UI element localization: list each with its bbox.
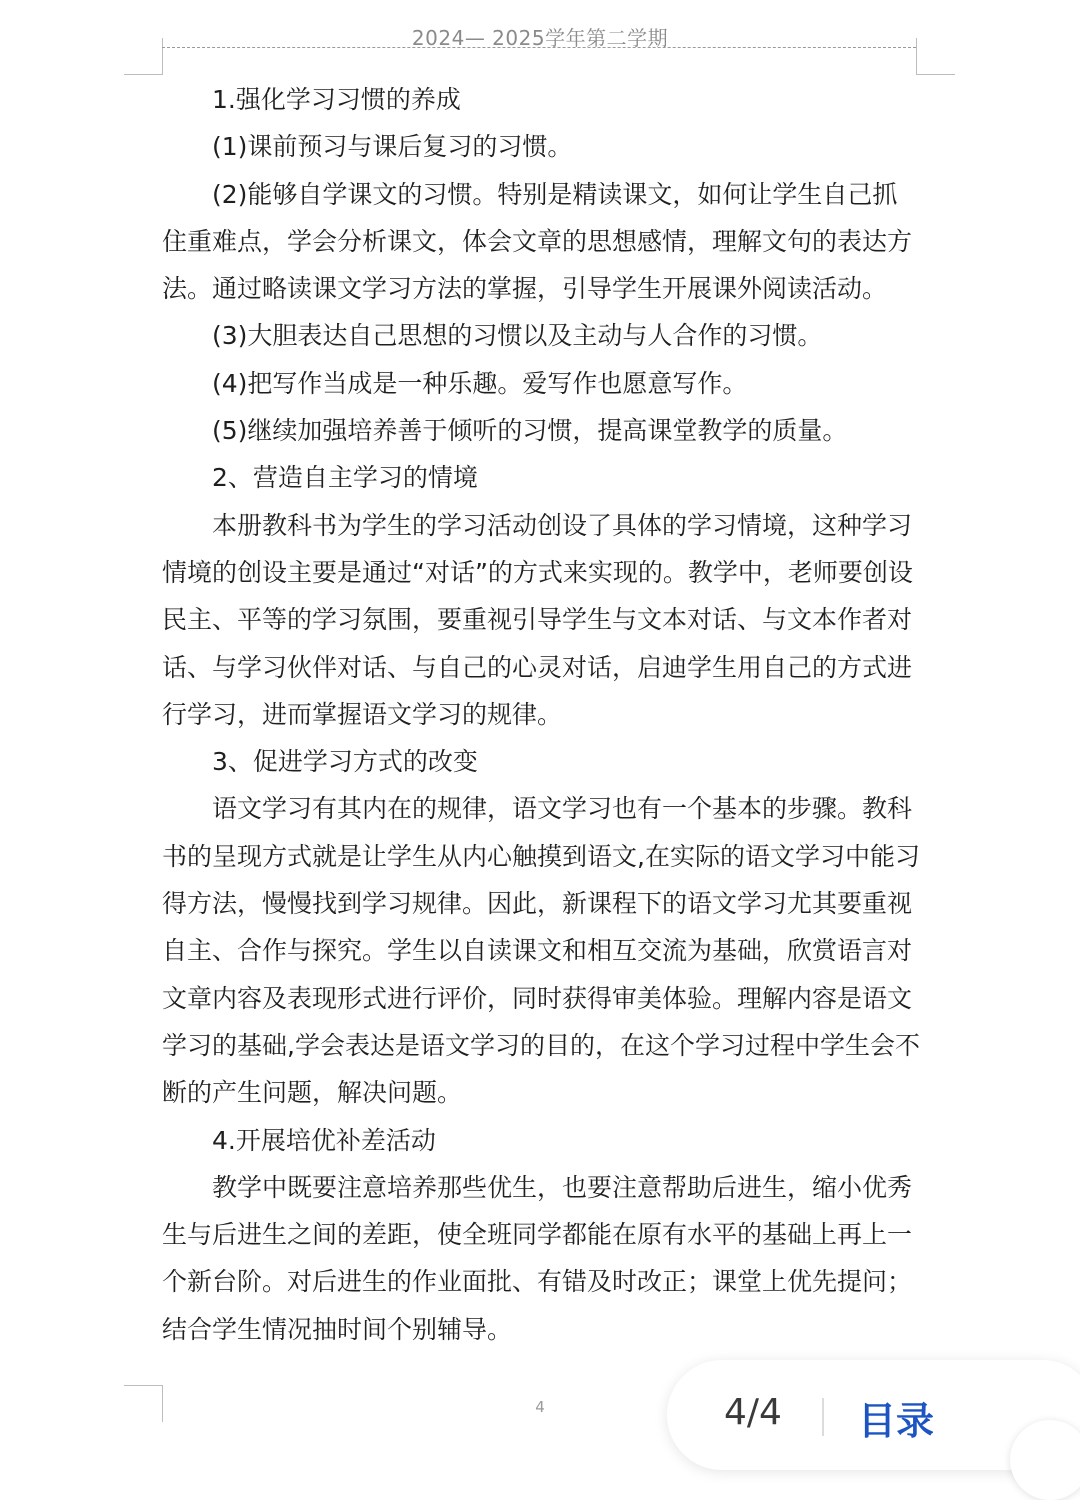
paragraph-11: 4.开展培优补差活动 <box>212 1125 436 1155</box>
paragraph-12: 教学中既要注意培养那些优生，也要注意帮助后进生，缩小优秀生与后进生之间的差距，使全班同学都能在原有水平的基础上再上一个新台阶。对后进生的作业面批、有错及时改正；课堂上优先提问；结合学生情况抽时间个别辅导。 <box>162 1172 913 1344</box>
page-indicator: 4/4 <box>724 1392 782 1433</box>
toc-button[interactable]: 目录 <box>858 1399 935 1443</box>
paragraph-5: (4)把写作当成是一种乐趣。爱写作也愿意写作。 <box>212 368 748 398</box>
paragraph-7: 2、营造自主学习的情境 <box>212 463 478 493</box>
header-divider <box>162 47 916 48</box>
page-header-title: 2024— 2025学年第二学期 <box>411 26 669 50</box>
paragraph-4: (3)大胆表达自己思想的习惯以及主动与人合作的习惯。 <box>212 321 823 351</box>
page-number: 4 <box>535 1398 545 1416</box>
floating-action-button[interactable] <box>1010 1420 1080 1500</box>
paragraph-6: (5)继续加强培养善于倾听的习惯，提高课堂教学的质量。 <box>212 416 848 446</box>
paragraph-2: (1)课前预习与课后复习的习惯。 <box>212 132 573 162</box>
nav-divider <box>822 1398 824 1436</box>
paragraph-10: 语文学习有其内在的规律，语文学习也有一个基本的步骤。教科书的呈现方式就是让学生从内心触摸到语文,在实际的语文学习中能习得方法，慢慢找到学习规律。因此，新课程下的语文学习尤其要重视自主、合作与探究。学生以自读课文和相互交流为基础，欣赏语言对文章内容及表现形式进行评价，同时获得审美体验。理解内容是语文学习的基础,学会表达是语文学习的目的，在这个学习过程中学生会不断的产生问题，解决问题。 <box>162 794 920 1108</box>
document-body <box>162 76 922 1353</box>
paragraph-3: (2)能够自学课文的习惯。特别是精读课文，如何让学生自己抓住重难点，学会分析课文，体会文章的思想感情，理解文句的表达方法。通过略读课文学习方法的掌握，引导学生开展课外阅读活动。 <box>162 179 913 304</box>
paragraph-9: 3、促进学习方式的改变 <box>212 747 478 777</box>
paragraph-8: 本册教科书为学生的学习活动创设了具体的学习情境，这种学习情境的创设主要是通过“对话”的方式来实现的。教学中，老师要创设民主、平等的学习氛围，要重视引导学生与文本对话、与文本作者对话、与学习伙伴对话、与自己的心灵对话，启迪学生用自己的方式进行学习，进而掌握语文学习的规律。 <box>162 510 913 729</box>
paragraph-1: 1.强化学习习惯的养成 <box>212 85 461 114</box>
